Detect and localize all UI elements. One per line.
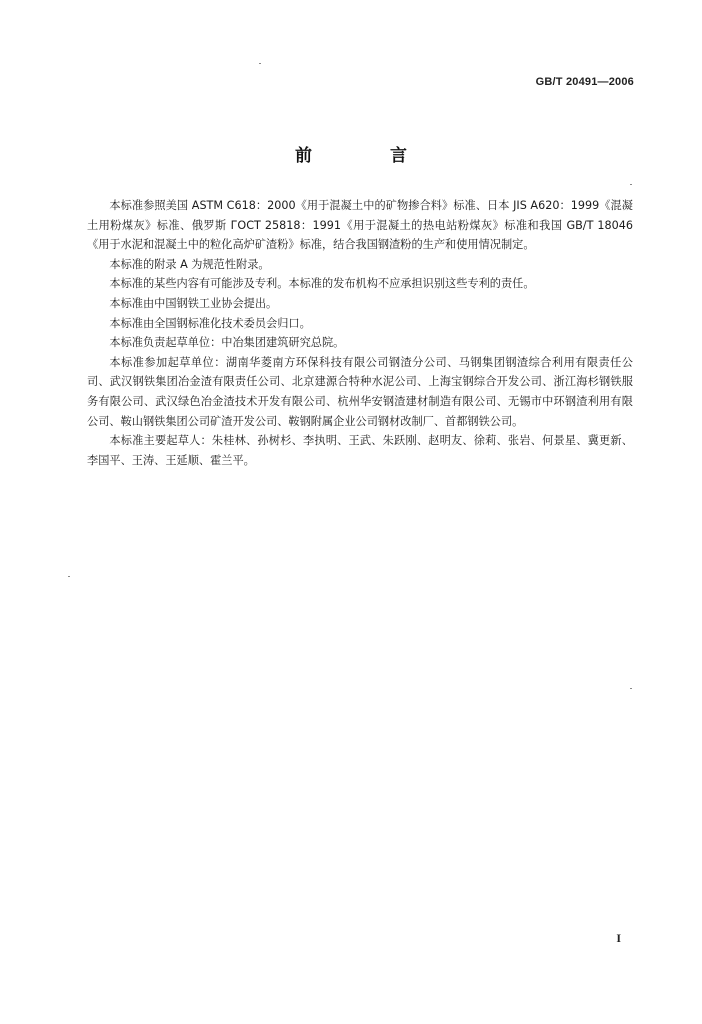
- paragraph-participating-units: 本标准参加起草单位：湖南华菱南方环保科技有限公司钢渣分公司、马钢集团钢渣综合利用有限责任公司、武汉钢铁集团冶金渣有限责任公司、北京建源合特种水泥公司、上海宝钢综合开发公司、浙江海杉钢铁服务有限公司、武汉绿色冶金渣技术开发有限公司、杭州华安钢渣建材制造有限公司、无锡市中环钢渣利用有限公司、鞍山钢铁集团公司矿渣开发公司、鞍钢附属企业公司钢材改制厂、首都钢铁公司。: [87, 355, 633, 428]
- scan-speck: [630, 184, 632, 185]
- scan-speck: [259, 63, 261, 64]
- foreword-body: [87, 196, 633, 470]
- paragraph-patent: 本标准的某些内容有可能涉及专利。本标准的发布机构不应承担识别这些专利的责任。: [109, 277, 535, 291]
- page-number: I: [616, 931, 621, 945]
- paragraph-drafters: 本标准主要起草人：朱桂林、孙树杉、李执明、王武、朱跃刚、赵明友、徐莉、张岩、何景星、冀更新、李国平、王涛、王延顺、霍兰平。: [87, 434, 633, 467]
- scan-speck: [630, 688, 632, 689]
- scan-speck: [68, 576, 70, 577]
- paragraph-references: 本标准参照美国 ASTM C618：2000《用于混凝土中的矿物掺合料》标准、日本 JIS A620：1999《混凝土用粉煤灰》标准、俄罗斯 ГОСТ 25818：1991《用于混凝土的热电站粉煤灰》标准和我国 GB/T 18046《用于水泥和混凝土中的粒化高炉矿渣粉》标准，结合我国钢渣粉的生产和使用情况制定。: [87, 199, 633, 252]
- paragraph-responsible-unit: 本标准负责起草单位：中冶集团建筑研究总院。: [109, 336, 345, 350]
- paragraph-annex: 本标准的附录 A 为规范性附录。: [109, 257, 270, 271]
- standard-code: GB/T 20491—2006: [535, 76, 634, 88]
- paragraph-proposer: 本标准由中国钢铁工业协会提出。: [109, 296, 278, 310]
- paragraph-committee: 本标准由全国钢标准化技术委员会归口。: [109, 316, 311, 330]
- page-title: 前 言: [295, 146, 443, 166]
